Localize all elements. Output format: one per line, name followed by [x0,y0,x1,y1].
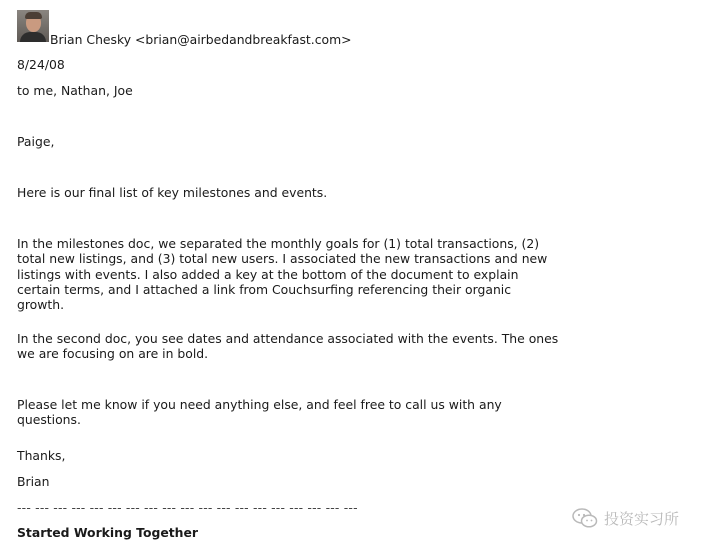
section-title: Started Working Together [17,525,199,540]
paragraph-second-doc: In the second doc, you see dates and attendance associated with the events. The ones we are focusing on are in bold. [17,331,559,362]
wechat-icon [571,507,599,529]
signature: Brian [17,474,50,489]
avatar[interactable] [17,10,49,42]
paragraph-closing-request: Please let me know if you need anything else, and feel free to call us with any questions. [17,397,502,428]
paragraph-intro: Here is our final list of key milestones and events. [17,185,328,200]
email-recipients[interactable]: to me, Nathan, Joe [17,83,133,98]
sender-name[interactable]: Brian Chesky <brian@airbedandbreakfast.com> [50,32,352,47]
paragraph-milestones: In the milestones doc, we separated the monthly goals for (1) total transactions, (2) total new listings, and (3) total new users. I associated the new transactions and new listings with events. I also added a key at the bottom of the document to explain certain terms, and I attached a link from Couchsurfing referencing their organic growth. [17,236,548,313]
divider: --- --- --- --- --- --- --- --- --- --- --- --- --- --- --- --- --- --- --- [17,500,358,515]
sender-row [17,10,352,47]
closing: Thanks, [17,448,66,463]
email-date: 8/24/08 [17,57,65,72]
salutation: Paige, [17,134,55,149]
watermark-text: 投资实习所 [604,509,680,528]
watermark [571,507,679,529]
